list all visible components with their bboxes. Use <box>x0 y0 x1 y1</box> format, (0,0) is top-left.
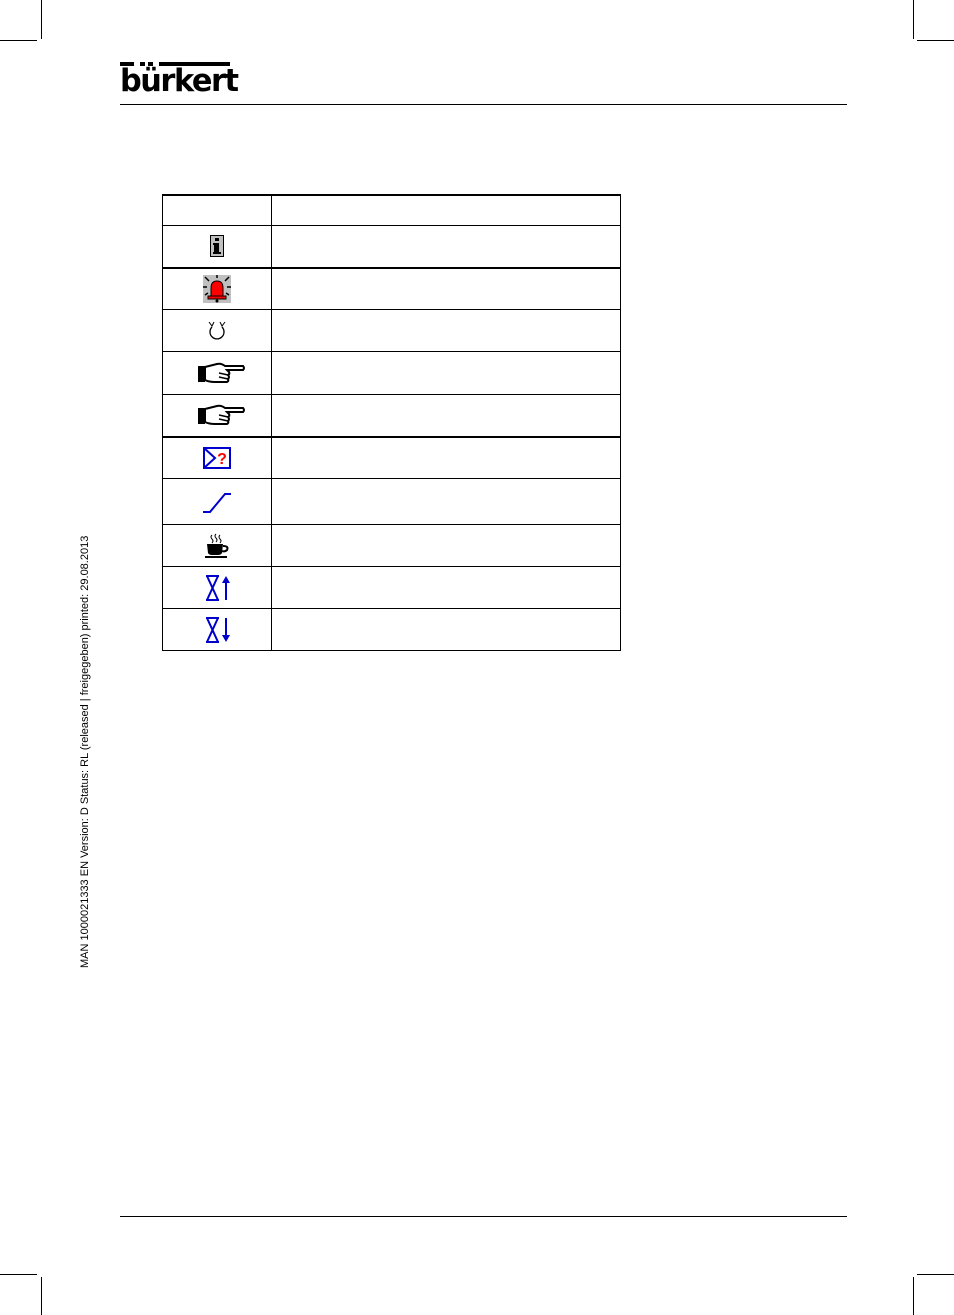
pointing-hand-icon <box>197 402 245 428</box>
alarm-bell-icon <box>203 275 231 303</box>
row-description <box>272 395 621 437</box>
crop-mark <box>0 1274 37 1275</box>
header-rule <box>120 104 847 105</box>
table-row <box>163 268 621 310</box>
table-row <box>163 525 621 567</box>
table-header-row <box>163 195 621 226</box>
table-row <box>163 567 621 609</box>
hourglass-down-icon <box>204 617 230 643</box>
info-icon <box>210 235 224 257</box>
table-row <box>163 226 621 268</box>
pointing-hand-icon <box>197 360 245 386</box>
table-row <box>163 395 621 437</box>
header-description-cell <box>272 195 621 226</box>
row-description <box>272 567 621 609</box>
row-description <box>272 525 621 567</box>
crop-mark <box>913 1277 914 1315</box>
crop-mark <box>917 1274 954 1275</box>
document-status-text: MAN 1000021333 EN Version: D Status: RL (released | freigegeben) printed: 29.08.2013 <box>79 535 91 968</box>
row-description <box>272 352 621 395</box>
reset-rotate-icon <box>206 320 228 342</box>
table-row <box>163 352 621 395</box>
header-symbol-cell <box>163 195 272 226</box>
brand-name: bürkert <box>120 63 238 99</box>
row-description <box>272 268 621 310</box>
crop-mark <box>0 40 37 41</box>
row-description <box>272 437 621 479</box>
row-description <box>272 226 621 268</box>
crop-mark <box>913 0 914 39</box>
crop-mark <box>917 40 954 41</box>
row-description <box>272 609 621 651</box>
brand-logo <box>120 62 238 99</box>
ramp-icon <box>202 490 232 514</box>
row-description <box>272 479 621 525</box>
table-row <box>163 437 621 479</box>
coffee-cup-icon <box>203 533 231 559</box>
table-row <box>163 609 621 651</box>
hourglass-up-icon <box>204 575 230 601</box>
svg-text:?: ? <box>217 450 227 468</box>
table-row <box>163 310 621 352</box>
footer-rule <box>120 1216 847 1217</box>
crop-mark <box>41 0 42 39</box>
crop-mark <box>41 1277 42 1315</box>
message-question-icon <box>203 447 231 469</box>
table-row <box>163 479 621 525</box>
symbol-table <box>162 194 621 651</box>
row-description <box>272 310 621 352</box>
